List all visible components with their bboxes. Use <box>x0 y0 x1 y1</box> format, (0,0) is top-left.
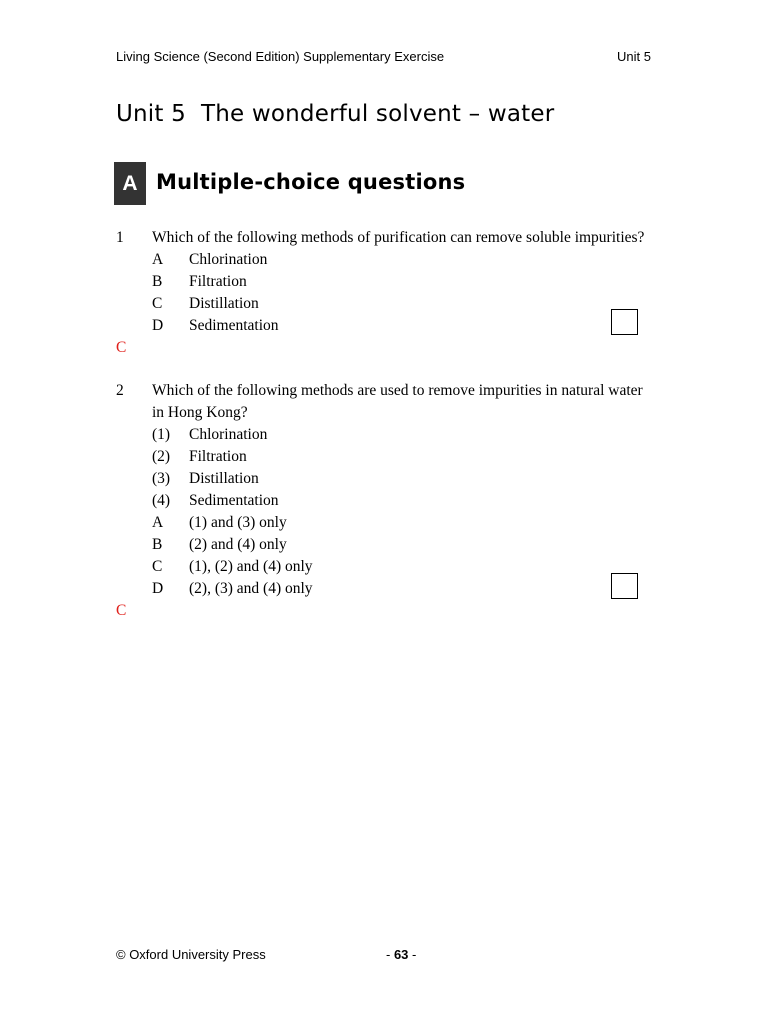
question-text: Which of the following methods of purification can remove soluble impurities? <box>152 229 645 246</box>
option-label: C <box>152 558 163 575</box>
statement-text: Chlorination <box>189 426 268 443</box>
option-label: B <box>152 273 163 290</box>
option-text: Filtration <box>189 273 247 290</box>
statement-label: (1) <box>152 426 171 443</box>
option-text: Sedimentation <box>189 317 279 334</box>
running-header-unit: Unit 5 <box>617 49 651 64</box>
option-text: Distillation <box>189 295 259 312</box>
answer-key: C <box>116 602 127 619</box>
option-label: C <box>152 295 163 312</box>
option-text: (2), (3) and (4) only <box>189 580 313 597</box>
statement-text: Sedimentation <box>189 492 279 509</box>
statement-label: (4) <box>152 492 171 509</box>
answer-box[interactable] <box>611 309 638 335</box>
question-text: Which of the following methods are used to remove impurities in natural water <box>152 382 643 399</box>
option-text: Chlorination <box>189 251 268 268</box>
option-label: D <box>152 317 164 334</box>
answer-key: C <box>116 339 127 356</box>
option-label: D <box>152 580 164 597</box>
option-label: A <box>152 514 164 531</box>
statement-label: (2) <box>152 448 171 465</box>
section-title: Multiple-choice questions <box>156 170 466 194</box>
footer-publisher: © Oxford University Press <box>116 947 266 962</box>
running-header-title: Living Science (Second Edition) Supplementary Exercise <box>116 49 445 64</box>
page-number <box>386 947 416 962</box>
option-text: (2) and (4) only <box>189 536 287 553</box>
section-letter: A <box>122 171 138 195</box>
statement-text: Filtration <box>189 448 247 465</box>
option-label: B <box>152 536 163 553</box>
answer-box[interactable] <box>611 573 638 599</box>
statement-label: (3) <box>152 470 171 487</box>
option-text: (1) and (3) only <box>189 514 287 531</box>
option-text: (1), (2) and (4) only <box>189 558 313 575</box>
statement-text: Distillation <box>189 470 259 487</box>
question-number: 2 <box>116 382 124 399</box>
question-number: 1 <box>116 229 124 246</box>
question-text: in Hong Kong? <box>152 404 248 421</box>
page-number-prefix: - <box>386 947 394 962</box>
option-label: A <box>152 251 164 268</box>
unit-title: Unit 5 The wonderful solvent – water <box>116 101 555 127</box>
page-number-suffix: - <box>408 947 417 962</box>
section-letter-badge <box>114 162 146 205</box>
page-number-value: 63 <box>393 947 409 962</box>
